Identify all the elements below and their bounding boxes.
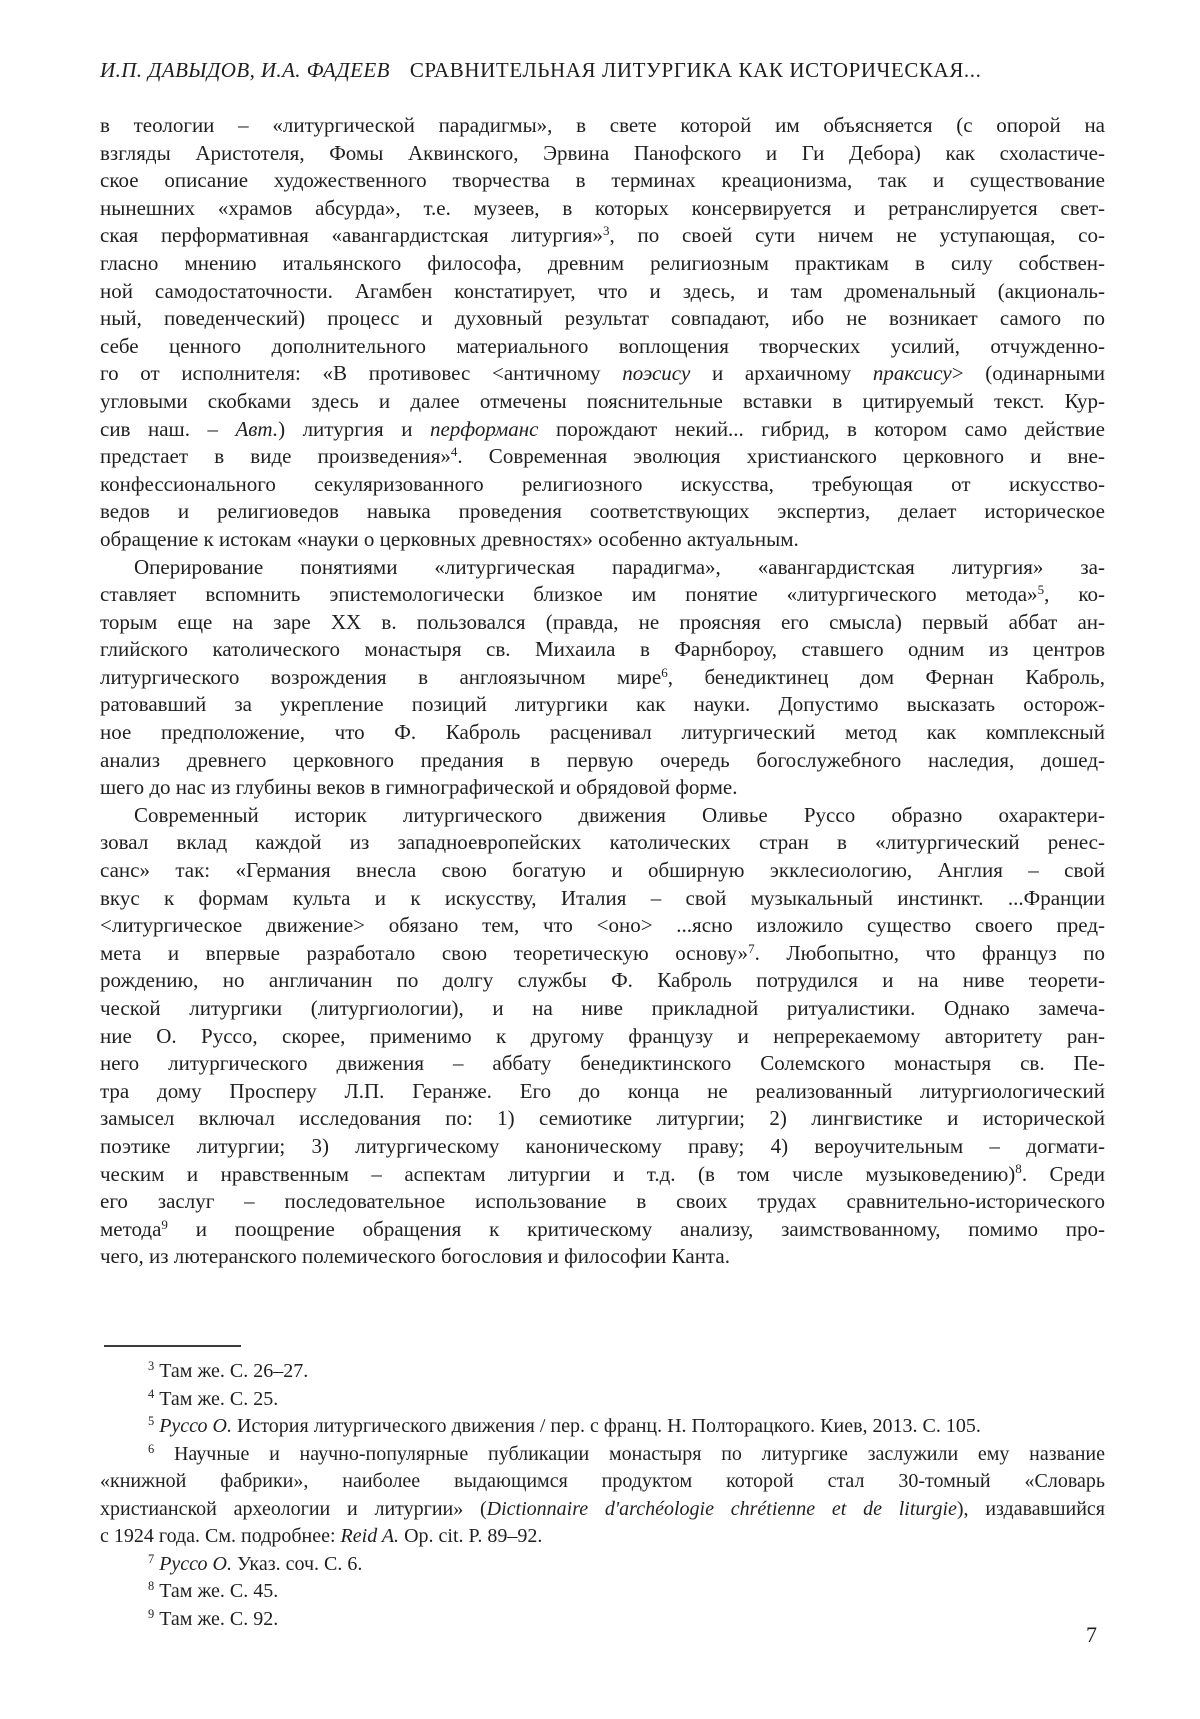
footnote-line xyxy=(100,1468,1105,1496)
footnote-line xyxy=(100,1523,1105,1551)
text-segment: ), издававшийся xyxy=(956,1497,1105,1520)
text-segment: чего, из лютеранского полемического богословия и философии Канта. xyxy=(100,1244,730,1269)
footnote xyxy=(100,1413,1105,1441)
text-segment: ская перформативная «авангардистская литургия» xyxy=(100,223,603,248)
footnote-ref: 6 xyxy=(661,664,668,680)
footnote-ref: 9 xyxy=(161,1216,168,1232)
footnote-line xyxy=(100,1578,1105,1606)
footnote-number: 5 xyxy=(148,1414,155,1429)
text-segment: праксису xyxy=(872,361,952,386)
header-authors: И.П. ДАВЫДОВ, И.А. ФАДЕЕВ xyxy=(100,58,390,82)
footnote-number: 4 xyxy=(148,1386,155,1401)
text-segment: рождению, но англичанин по долгу службы Ф. Каброль потрудился и на ниве теорети- xyxy=(100,968,1105,993)
text-segment: гласно мнению итальянского философа, древним религиозным практикам в силу собствен- xyxy=(100,250,1105,275)
text-line xyxy=(100,471,1105,499)
text-line xyxy=(100,195,1105,223)
text-segment: его заслуг – последовательное использование в своих трудах сравнительно-исторического xyxy=(100,1189,1105,1214)
text-line xyxy=(100,912,1105,940)
text-segment: го от исполнителя: «В противовес <античному xyxy=(100,361,623,386)
footnote-ref: 5 xyxy=(1037,581,1045,597)
text-line xyxy=(100,443,1105,471)
text-segment: ной самодостаточности. Агамбен констатирует, что и здесь, и там дроменальный (акциональ- xyxy=(100,278,1105,303)
footnote-line xyxy=(100,1496,1105,1524)
text-line xyxy=(100,1023,1105,1051)
text-segment: анализ древнего церковного предания в первую очередь богослужебного наследия, дошед- xyxy=(100,747,1105,772)
text-segment: глийского католического монастыря св. Михаила в Фарнбороу, ставшего одним из центров xyxy=(100,637,1105,662)
text-line xyxy=(100,498,1105,526)
text-line xyxy=(100,995,1105,1023)
footnote-number: 6 xyxy=(148,1441,155,1456)
text-segment: торым еще на заре XX в. пользовался (правда, не проясняя его смысла) первый аббат ан- xyxy=(100,609,1105,634)
text-segment: ставляет вспомнить эпистемологически близкое им понятие «литургического метода» xyxy=(100,582,1038,607)
text-segment: замысел включал исследования по: 1) семиотике литургии; 2) лингвистике и исторической xyxy=(100,1106,1105,1131)
text-segment: конфессионального секуляризованного религиозного искусства, требующая от искусство- xyxy=(100,471,1105,496)
text-segment: ное предположение, что Ф. Каброль расценивал литургический метод как комплексный xyxy=(100,720,1105,745)
text-line xyxy=(100,609,1105,637)
footnote-line xyxy=(100,1386,1105,1414)
text-line xyxy=(100,554,1105,582)
text-line xyxy=(100,774,1105,802)
text-segment: поэтике литургии; 3) литургическому каноническому праву; 4) вероучительным – догмати- xyxy=(100,1133,1105,1158)
footnote-line xyxy=(100,1551,1105,1579)
text-line xyxy=(100,719,1105,747)
page-number: 7 xyxy=(1086,1622,1097,1647)
text-segment: Op. cit. P. 89–92. xyxy=(399,1525,543,1547)
footnotes-block xyxy=(100,1358,1105,1633)
footnote-number: 9 xyxy=(148,1606,155,1621)
paragraph xyxy=(100,554,1105,802)
text-line xyxy=(100,112,1105,140)
footnote-line xyxy=(100,1413,1105,1441)
footnote xyxy=(100,1441,1105,1551)
text-segment: «книжной фабрики», наиболее выдающимся продуктом которой стал 30-томный «Словарь xyxy=(100,1470,1105,1492)
text-segment: Dictionnaire d'archéologie chrétienne et de liturgie xyxy=(486,1497,957,1520)
text-segment: . Среди xyxy=(1021,1161,1105,1186)
text-line xyxy=(100,526,1105,554)
text-segment: него литургического движения – аббату бенедиктинского Солемского монастыря св. Пе- xyxy=(100,1051,1105,1076)
text-line xyxy=(100,802,1105,830)
text-segment: шего до нас из глубины веков в гимнографической и обрядовой форме. xyxy=(100,775,738,800)
text-line xyxy=(100,167,1105,195)
text-line xyxy=(100,940,1105,968)
text-segment: угловыми скобками здесь и далее отмечены пояснительные вставки в цитируемый текст. Кур- xyxy=(100,388,1105,413)
text-segment: Научные и научно-популярные публикации монастыря по литургике заслужили ему название xyxy=(154,1442,1105,1465)
body-text xyxy=(100,112,1105,1271)
text-segment: Там же. С. 26–27. xyxy=(154,1360,309,1382)
text-segment: ческой литургики (литургиологии), и на ниве прикладной ритуалистики. Однако замеча- xyxy=(100,996,1105,1020)
text-line xyxy=(100,664,1105,692)
text-segment: литургического возрождения в англоязычном мире xyxy=(100,664,662,689)
text-segment: мета и впервые разработало свою теоретическую основу» xyxy=(100,940,749,965)
text-line xyxy=(100,1078,1105,1106)
text-segment: христианской археологии и литургии» ( xyxy=(100,1497,487,1520)
footnote xyxy=(100,1386,1105,1414)
text-segment: Авт. xyxy=(235,416,279,441)
text-segment: в теологии – «литургической парадигмы», в свете которой им объясняется (с опорой на xyxy=(100,113,1105,137)
text-line xyxy=(100,1105,1105,1133)
text-line xyxy=(100,333,1105,361)
footnote-ref: 3 xyxy=(602,223,610,239)
footnote xyxy=(100,1606,1105,1634)
footnote-line xyxy=(100,1358,1105,1386)
text-segment: Указ. соч. С. 6. xyxy=(232,1552,363,1575)
text-line xyxy=(100,747,1105,775)
text-segment: поэсису xyxy=(622,361,691,386)
footnote-line xyxy=(100,1606,1105,1634)
text-segment: ведов и религиоведов навыка проведения соответствующих экспертиз, делает историческое xyxy=(100,499,1105,524)
text-line xyxy=(100,222,1105,250)
text-line xyxy=(100,388,1105,416)
text-line xyxy=(100,1050,1105,1078)
paragraph xyxy=(100,112,1105,554)
text-segment: Reid A. xyxy=(340,1525,400,1547)
footnote xyxy=(100,1551,1105,1579)
text-segment: , бенедиктинец дом Фернан Каброль, xyxy=(667,664,1105,689)
text-segment: , ко- xyxy=(1044,582,1105,607)
text-segment: взгляды Аристотеля, Фомы Аквинского, Эрвина Панофского и Ги Дебора) как схоластиче- xyxy=(100,140,1105,165)
text-line xyxy=(100,305,1105,333)
footnote-ref: 8 xyxy=(1015,1161,1022,1177)
footnote-line xyxy=(100,1441,1105,1469)
text-segment: Руссо О. xyxy=(154,1415,232,1437)
text-segment: нынешних «храмов абсурда», т.е. музеев, в которых консервируется и ретранслируется свет- xyxy=(100,195,1105,220)
text-segment: , по своей сути ничем не уступающая, со- xyxy=(609,223,1105,248)
text-segment: вкус к формам культа и к искусству, Италия – свой музыкальный инстинкт. ...Франции xyxy=(100,885,1105,910)
text-line xyxy=(100,636,1105,664)
text-segment: <литургическое движение> обязано тем, что <оно> ...ясно изложило существо своего пред- xyxy=(100,913,1105,938)
text-line xyxy=(100,1243,1105,1271)
text-segment: с 1924 года. См. подробнее: xyxy=(100,1525,341,1547)
text-segment: Современный историк литургического движения Оливье Руссо образно охарактери- xyxy=(134,802,1105,827)
text-line xyxy=(100,360,1105,388)
text-segment: и поощрение обращения к критическому анализу, заимствованному, помимо про- xyxy=(167,1216,1105,1241)
text-segment: Оперирование понятиями «литургическая парадигма», «авангардистская литургия» за- xyxy=(134,554,1105,579)
text-line xyxy=(100,885,1105,913)
footnote-separator xyxy=(104,1345,241,1347)
text-line xyxy=(100,1188,1105,1216)
text-segment: Там же. С. 92. xyxy=(154,1607,279,1630)
footnote-ref: 7 xyxy=(748,940,755,956)
text-segment: > (одинарными xyxy=(951,361,1106,386)
footnote-number: 8 xyxy=(148,1579,155,1594)
text-segment: ) литургия и xyxy=(278,416,430,441)
footnote-number: 7 xyxy=(148,1551,155,1566)
text-segment: ратовавший за укрепление позиций литургики как науки. Допустимо высказать осторож- xyxy=(100,692,1105,717)
text-line xyxy=(100,278,1105,306)
text-line xyxy=(100,416,1105,444)
text-segment: ческим и нравственным – аспектам литургии и т.д. (в том числе музыковедению) xyxy=(100,1161,1016,1186)
text-segment: зовал вклад каждой из западноевропейских католических стран в «литургический ренес- xyxy=(100,830,1105,855)
text-segment: и архаичному xyxy=(690,361,873,386)
text-line xyxy=(100,140,1105,168)
footnote xyxy=(100,1358,1105,1386)
footnote-number: 3 xyxy=(148,1359,155,1374)
text-line xyxy=(100,581,1105,609)
text-segment: обращение к истокам «науки о церковных древностях» особенно актуальным. xyxy=(100,526,799,551)
text-line xyxy=(100,1133,1105,1161)
text-segment: санс» так: «Германия внесла свою богатую и обширную экклесиологию, Англия – свой xyxy=(100,858,1105,883)
text-segment: Там же. С. 45. xyxy=(154,1580,279,1602)
text-segment: ское описание художественного творчества в терминах креационизма, так и существование xyxy=(100,168,1105,193)
text-segment: перформанс xyxy=(429,416,539,441)
text-line xyxy=(100,1216,1105,1244)
running-header xyxy=(100,58,1105,83)
text-line xyxy=(100,829,1105,857)
text-segment: ние О. Руссо, скорее, применимо к другому французу и непререкаемому авторитету ран- xyxy=(100,1023,1105,1048)
text-segment: ный, поведенческий) процесс и духовный результат совпадают, ибо не возникает самого по xyxy=(100,306,1105,331)
text-segment: предстает в виде произведения» xyxy=(100,444,451,469)
text-segment: . Современная эволюция христианского церковного и вне- xyxy=(457,444,1105,469)
text-line xyxy=(100,691,1105,719)
text-segment: . Любопытно, что француз по xyxy=(754,940,1106,965)
text-segment: тра дому Просперу Л.П. Геранже. Его до конца не реализованный литургиологический xyxy=(100,1078,1105,1103)
header-title: СРАВНИТЕЛЬНАЯ ЛИТУРГИКА КАК ИСТОРИЧЕСКАЯ... xyxy=(409,58,982,82)
text-line xyxy=(100,967,1105,995)
text-segment: метода xyxy=(100,1216,162,1241)
text-line xyxy=(100,250,1105,278)
text-line xyxy=(100,857,1105,885)
footnote xyxy=(100,1578,1105,1606)
text-segment: История литургического движения / пер. с франц. Н. Полторацкого. Киев, 2013. С. 105. xyxy=(232,1415,981,1437)
text-segment: Там же. С. 25. xyxy=(154,1387,279,1410)
text-segment: Руссо О. xyxy=(154,1552,232,1575)
text-segment: сив наш. – xyxy=(100,416,236,441)
paragraph xyxy=(100,802,1105,1271)
text-segment: порождают некий... гибрид, в котором само действие xyxy=(538,416,1105,441)
footnote-ref: 4 xyxy=(450,443,458,459)
text-segment: себе ценного дополнительного материального воплощения творческих усилий, отчужденно- xyxy=(100,333,1105,358)
text-line xyxy=(100,1161,1105,1189)
